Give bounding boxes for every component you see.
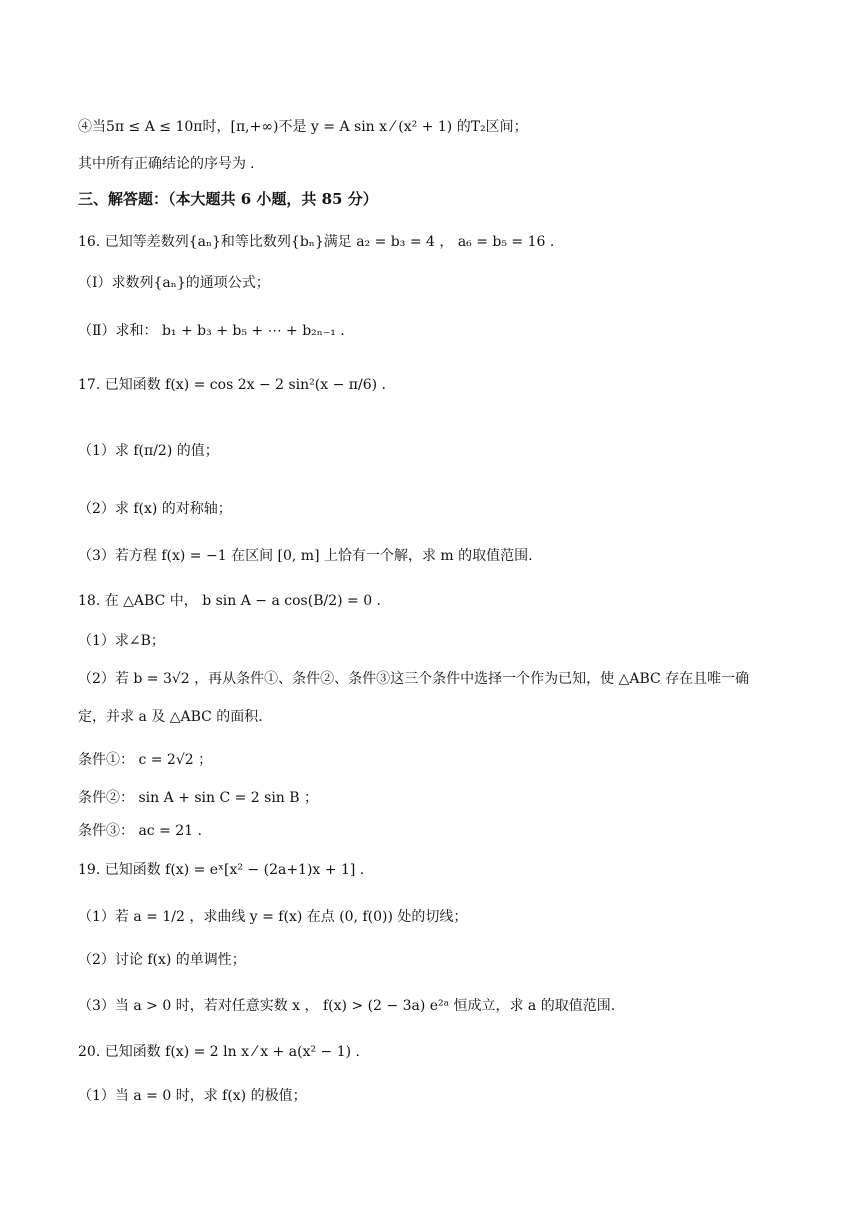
problem-20: 20. 已知函数 f(x) = 2 ln x ⁄ x + a(x² − 1) .	[78, 1044, 360, 1060]
problem-18-part-2: （2）若 b = 3√2 ，再从条件①、条件②、条件③这三个条件中选择一个作为已知，使 △ABC 存在且唯一确	[78, 671, 750, 687]
problem-18: 18. 在 △ABC 中， b sin A − a cos(B/2) = 0 .	[78, 593, 382, 609]
condition-3: 条件③： ac = 21 .	[78, 823, 202, 839]
fill-blank-question: 其中所有正确结论的序号为 .	[78, 156, 255, 172]
problem-20-part-1: （1）当 a = 0 时，求 f(x) 的极值；	[78, 1088, 307, 1104]
problem-17-part-1: （1）求 f(π/2) 的值；	[78, 443, 219, 459]
problem-19: 19. 已知函数 f(x) = eˣ[x² − (2a+1)x + 1] .	[78, 862, 365, 878]
problem-17: 17. 已知函数 f(x) = cos 2x − 2 sin²(x − π/6) .	[78, 377, 386, 393]
problem-18-part-1: （1）求∠B；	[78, 633, 165, 649]
problem-16-part-1: （Ⅰ）求数列{aₙ}的通项公式；	[78, 275, 270, 291]
section-heading: 三、解答题：（本大题共 6 小题，共 85 分）	[78, 190, 378, 208]
problem-16: 16. 已知等差数列{aₙ}和等比数列{bₙ}满足 a₂ = b₃ = 4 ， a₆ = b₅ = 16 .	[78, 234, 555, 250]
condition-1: 条件①： c = 2√2 ；	[78, 752, 213, 768]
problem-17-part-3: （3）若方程 f(x) = −1 在区间 [0, m] 上恰有一个解，求 m 的取值范围.	[78, 548, 533, 564]
problem-19-part-2: （2）讨论 f(x) 的单调性；	[78, 952, 246, 968]
problem-16-part-2: （Ⅱ）求和： b₁ + b₃ + b₅ + ⋯ + b₂ₙ₋₁ .	[78, 323, 345, 339]
problem-19-part-3: （3）当 a > 0 时，若对任意实数 x ， f(x) > (2 − 3a) e²ᵃ 恒成立，求 a 的取值范围.	[78, 998, 616, 1014]
item-4-statement: ④当5π ≤ A ≤ 10π时，[π,+∞)不是 y = A sin x ⁄ (x² + 1) 的T₂区间；	[78, 119, 528, 135]
condition-2: 条件②： sin A + sin C = 2 sin B ；	[78, 790, 319, 806]
problem-18-part-2-cont: 定，并求 a 及 △ABC 的面积.	[78, 709, 263, 725]
problem-17-part-2: （2）求 f(x) 的对称轴；	[78, 501, 232, 517]
problem-19-part-1: （1）若 a = 1/2 ，求曲线 y = f(x) 在点 (0, f(0)) 处的切线；	[78, 909, 468, 925]
